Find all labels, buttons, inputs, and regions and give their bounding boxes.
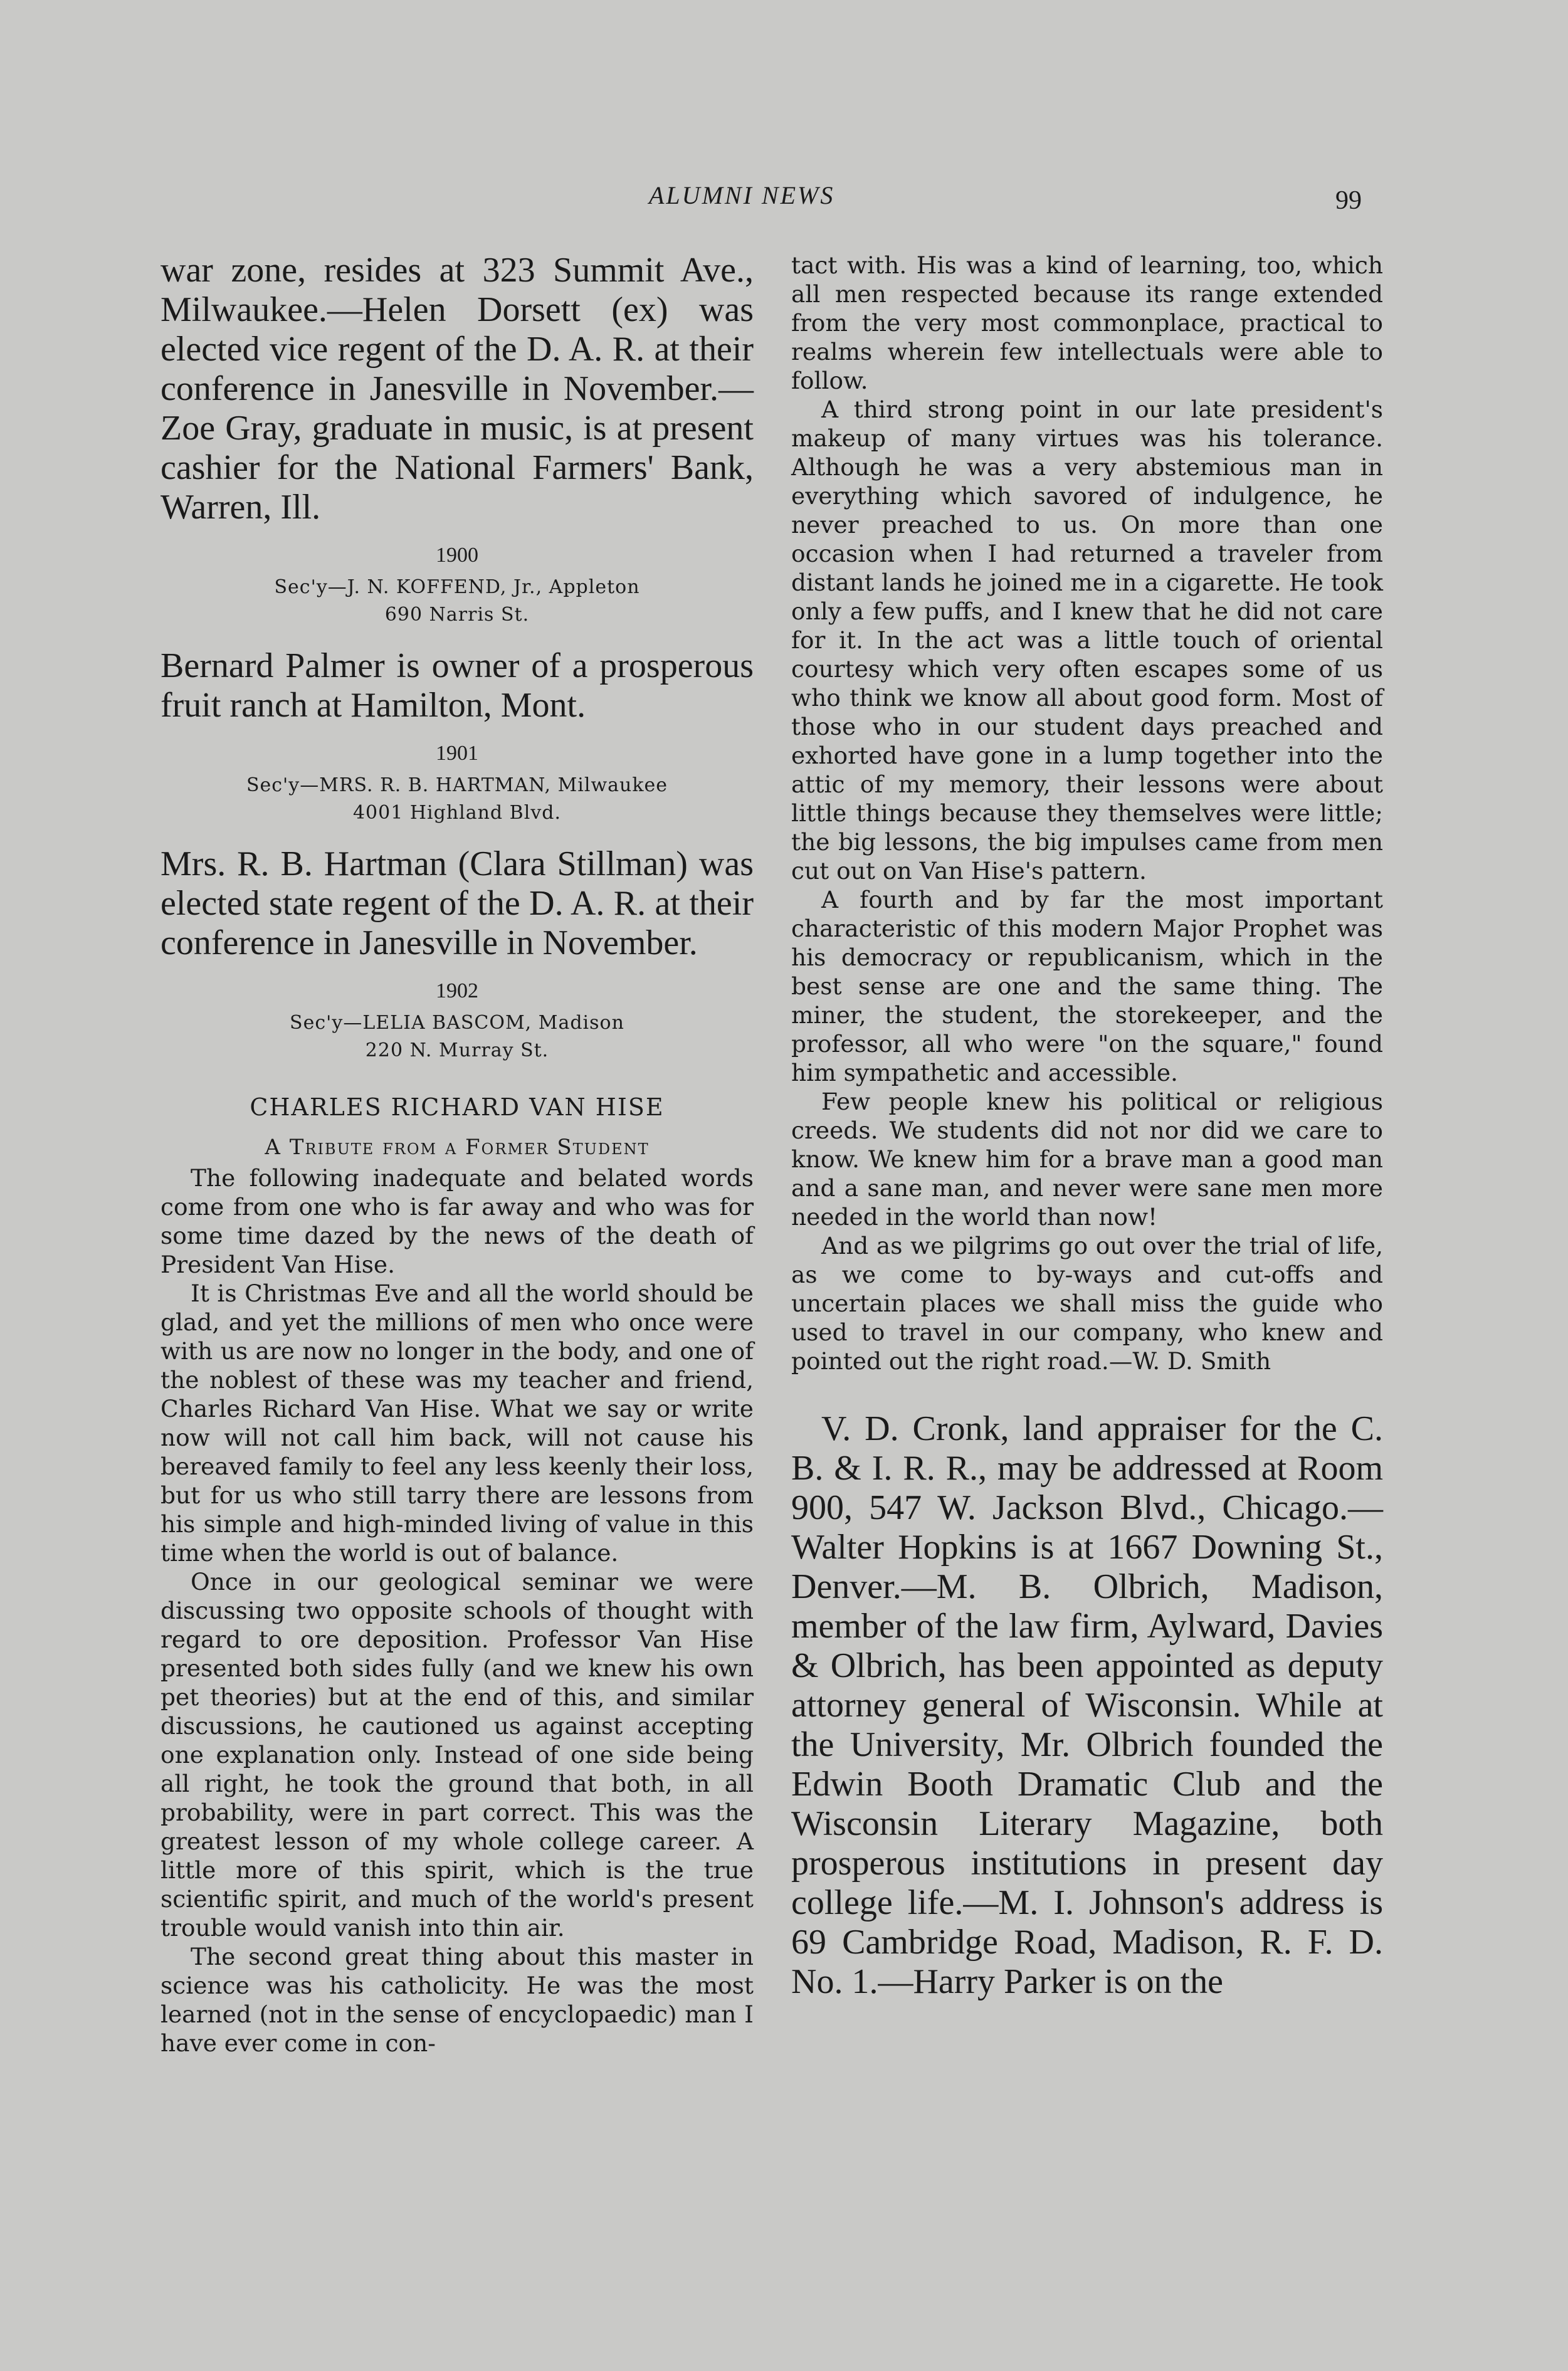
article-subtitle: A Tribute from a Former Student	[265, 1135, 650, 1160]
class-secretary-1902	[160, 1009, 754, 1065]
running-head: ALUMNI NEWS	[649, 181, 835, 209]
class-news-paragraph: V. D. Cronk, land appraiser for the C. B. & I. R. R., may be addressed at Room 900, 547 W. Jackson Blvd., Chicago.—Walter Hopkins is at 1667 Downing St., Denver.—M. B. Olbrich, Madison, member of the law firm, Aylward, Davies & Olbrich, has been appointed as deputy attorney general of Wisconsin. While at the University, Mr. Olbrich founded the Edwin Booth Dramatic Club and the Wisconsin Literary Magazine, both prosperous institutions in present day college life.—M. I. Johnson's address is 69 Cambridge Road, Madison, R. F. D. No. 1.—Harry Parker is on the	[791, 1409, 1383, 2001]
article-title: CHARLES RICHARD VAN HISE	[250, 1093, 665, 1121]
left-column	[160, 251, 754, 2058]
secretary-name: Sec'y—LELIA BASCOM, Madison	[290, 1012, 624, 1034]
article-paragraph: A third strong point in our late president's makeup of many virtues was his tolerance. Although he was a very abstemious man in everything which savored of indulgence, he never preached to us. On more than one occasion when I had returned a traveler from distant lands he joined me in a cigarette. He took only a few puffs, and I knew that he did not care for it. In the act was a little touch of oriental courtesy which very often escapes some of us who think we know all about good form. Most of those who in our student days preached and exhorted have gone in a lump together into the attic of my memory, their lessons were about little things because they themselves were little; the big lessons, the big impulses came from men cut out on Van Hise's pattern.	[791, 396, 1383, 885]
secretary-name: Sec'y—J. N. KOFFEND, Jr., Appleton	[274, 576, 640, 598]
class-year-1900: 1900	[436, 544, 478, 567]
secretary-address: 220 N. Murray St.	[365, 1039, 549, 1061]
article-paragraph: Few people knew his political or religious creeds. We students did not nor did we care to know. We knew him for a brave man a good man and a sane man, and never were sane men more needed in the world than now!	[791, 1088, 1383, 1231]
article-paragraph: tact with. His was a kind of learning, too, which all men respected because its range extended from the very most commonplace, practical to realms wherein few intellectuals were able to follow.	[791, 251, 1383, 394]
article-paragraph: The second great thing about this master in science was his catholicity. He was the most learned (not in the sense of encyclopaedic) man I have ever come in con-	[160, 1943, 754, 2057]
class-news-1901: Mrs. R. B. Hartman (Clara Stillman) was elected state regent of the D. A. R. at their conference in Janesville in November.	[160, 844, 754, 962]
class-news-1900: Bernard Palmer is owner of a prosperous fruit ranch at Hamilton, Mont.	[160, 646, 754, 725]
class-year-1902: 1902	[436, 979, 478, 1002]
article-paragraph: The following inadequate and belated words come from one who is far away and who was for some time dazed by the news of the death of President Van Hise.	[160, 1164, 754, 1278]
secretary-address: 4001 Highland Blvd.	[352, 802, 562, 824]
secretary-name: Sec'y—MRS. R. B. HARTMAN, Milwaukee	[246, 774, 668, 796]
page-number: 99	[1335, 186, 1362, 215]
class-secretary-1900	[160, 574, 754, 629]
class-secretary-1901	[160, 772, 754, 827]
secretary-address: 690 Narris St.	[384, 604, 530, 626]
article-paragraph: A fourth and by far the most important characteristic of this modern Major Prophet was his democracy or republicanism, which in the best sense are one and the same thing. The miner, the student, the storekeeper, and the professor, all who were "on the square," found him sympathetic and accessible.	[791, 886, 1383, 1086]
class-year-1901: 1901	[436, 742, 478, 765]
class-notes-continued: war zone, resides at 323 Summit Ave., Milwaukee.—Helen Dorsett (ex) was elected vice regent of the D. A. R. at their conference in Janesville in November.—Zoe Gray, graduate in music, is at present cashier for the National Farmers' Bank, Warren, Ill.	[160, 251, 754, 527]
article-signature-paragraph: And as we pilgrims go out over the trial of life, as we come to by-ways and cut-offs and uncertain places we shall miss the guide who used to travel in our company, who knew and pointed out the right road.—W. D. Smith	[791, 1232, 1383, 1375]
right-column	[791, 251, 1383, 2002]
article-paragraph: Once in our geological seminar we were discussing two opposite schools of thought with regard to ore deposition. Professor Van Hise presented both sides fully (and we knew his own pet theories) but at the end of this, and similar discussions, he cautioned us against accepting one explanation only. Instead of one side being all right, he took the ground that both, in all probability, were in part correct. This was the greatest lesson of my whole college career. A little more of this spirit, which is the true scientific spirit, and much of the world's present trouble would vanish into thin air.	[160, 1568, 754, 1942]
article-paragraph: It is Christmas Eve and all the world should be glad, and yet the millions of men who once were with us are now no longer in the body, and one of the noblest of these was my teacher and friend, Charles Richard Van Hise. What we say or write now will not call him back, will not cause his bereaved family to feel any less keenly their loss, but for us who still tarry there are lessons from his simple and high-minded living of value in this time when the world is out of balance.	[160, 1280, 754, 1567]
